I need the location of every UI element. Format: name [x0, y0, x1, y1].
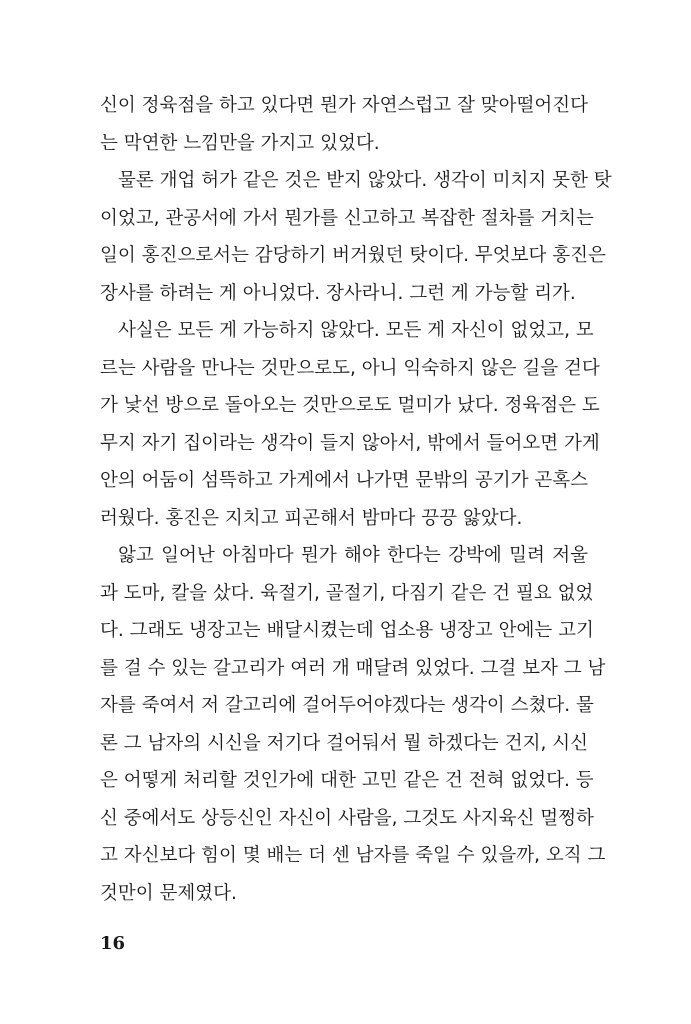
- text-line: 무지 자기 집이라는 생각이 들지 않아서, 밖에서 들어오면 가게: [100, 432, 600, 454]
- text-line: 는 막연한 느낌만을 가지고 있었다.: [100, 132, 380, 154]
- text-line: 장사를 하려는 게 아니었다. 장사라니. 그런 게 가능할 리가.: [100, 282, 576, 304]
- text-line: 다. 그래도 냉장고는 배달시켰는데 업소용 냉장고 안에는 고기: [100, 620, 594, 641]
- text-line: 신이 정육점을 하고 있다면 뭔가 자연스럽고 잘 맞아떨어진다: [100, 95, 588, 116]
- paragraph: [100, 162, 612, 312]
- text-line: 물론 개업 허가 같은 것은 받지 않았다. 생각이 미치지 못한 탓: [118, 170, 612, 191]
- body-text: [100, 87, 612, 912]
- page-number: 16: [100, 933, 126, 954]
- text-line: 고 자신보다 힘이 몇 배는 더 센 남자를 죽일 수 있을까, 오직 그: [100, 845, 606, 866]
- text-line: 이었고, 관공서에 가서 뭔가를 신고하고 복잡한 절차를 거치는: [100, 207, 594, 229]
- text-line: 르는 사람을 만나는 것만으로도, 아니 익숙하지 않은 길을 걷다: [100, 357, 600, 379]
- text-line: 과 도마, 칼을 샀다. 육절기, 골절기, 다짐기 같은 건 필요 없었: [100, 582, 594, 604]
- text-line: 사실은 모든 게 가능하지 않았다. 모든 게 자신이 없었고, 모: [118, 320, 594, 341]
- text-line: 가 낯선 방으로 돌아오는 것만으로도 멀미가 났다. 정육점은 도: [100, 395, 600, 416]
- text-line: 것만이 문제였다.: [100, 882, 237, 904]
- text-line: 은 어떻게 처리할 것인가에 대한 고민 같은 건 전혀 없었다. 등: [100, 770, 594, 791]
- text-line: 안의 어둠이 섬뜩하고 가게에서 나가면 문밖의 공기가 곤혹스: [100, 470, 588, 491]
- text-line: 자를 죽여서 저 갈고리에 걸어두어야겠다는 생각이 스쳤다. 물: [100, 695, 594, 716]
- paragraph: [100, 87, 588, 162]
- text-line: 일이 홍진으로서는 감당하기 버거웠던 탓이다. 무엇보다 홍진은: [100, 245, 606, 266]
- text-line: 를 걸 수 있는 갈고리가 여러 개 매달려 있었다. 그걸 보자 그 남: [100, 657, 606, 679]
- paragraph: [100, 537, 606, 912]
- text-line: 러웠다. 홍진은 지치고 피곤해서 밤마다 끙끙 앓았다.: [100, 507, 523, 529]
- text-line: 신 중에서도 상등신인 자신이 사람을, 그것도 사지육신 멀쩡하: [100, 807, 594, 829]
- text-line: 앓고 일어난 아침마다 뭔가 해야 한다는 강박에 밀려 저울: [118, 545, 588, 566]
- text-line: 론 그 남자의 시신을 저기다 걸어둬서 뭘 하겠다는 건지, 시신: [100, 732, 588, 754]
- paragraph: [100, 312, 600, 537]
